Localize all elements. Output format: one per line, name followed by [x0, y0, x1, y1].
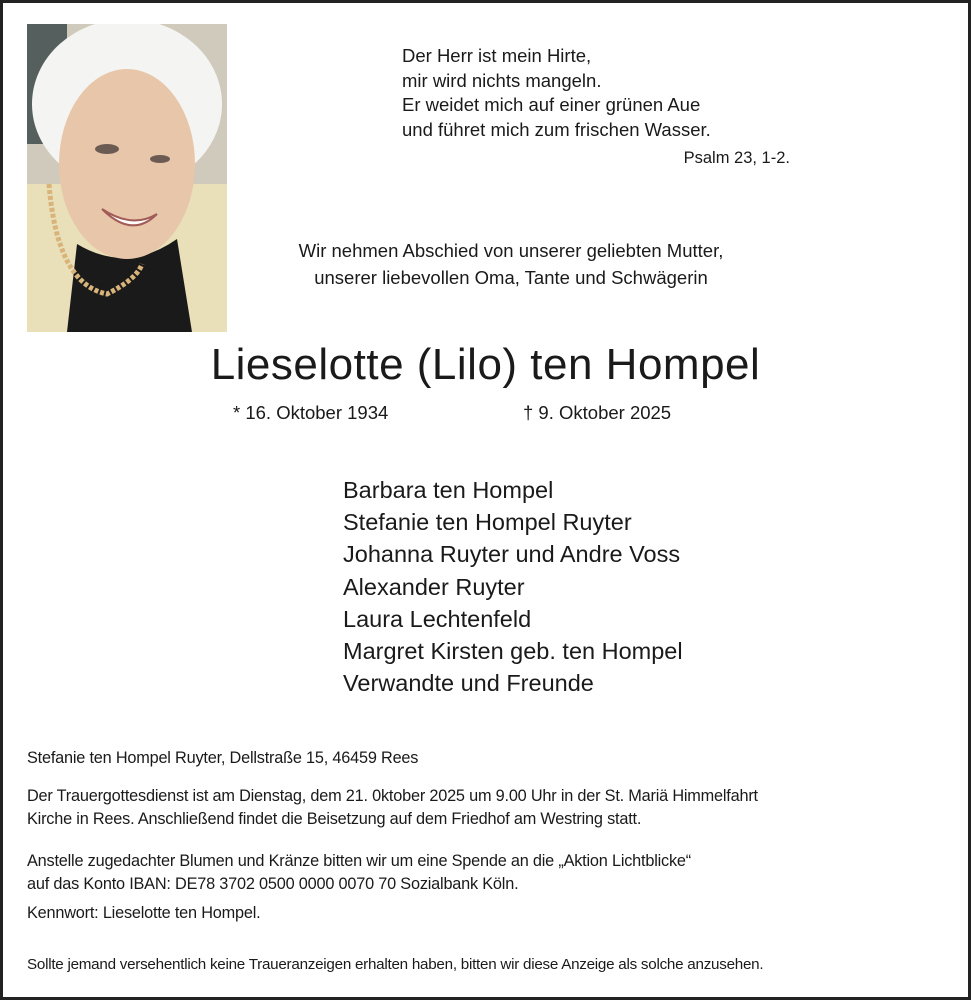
psalm-citation: Psalm 23, 1-2.	[683, 149, 790, 167]
mourner: Alexander Ruyter	[343, 573, 525, 600]
portrait-photo	[27, 24, 227, 332]
mourner: Laura Lechtenfeld	[343, 605, 532, 632]
service-info	[27, 785, 758, 831]
service-line: Der Trauergottesdienst ist am Dienstag, dem 21. 0ktober 2025 um 9.00 Uhr in der St. Mariä Himmelfahrt	[27, 787, 758, 805]
service-line: Kirche in Rees. Anschließend findet die Beisetzung auf dem Friedhof am Westring statt.	[27, 810, 642, 828]
footer-note: Sollte jemand versehentlich keine Traueranzeigen erhalten haben, bitten wir diese Anzeige als solche anzusehen.	[27, 956, 764, 973]
donation-info	[27, 850, 691, 896]
psalm-line: mir wird nichts mangeln.	[402, 69, 602, 91]
donation-keyword: Kennwort: Lieselotte ten Hompel.	[27, 904, 261, 922]
mourner: Margret Kirsten geb. ten Hompel	[343, 638, 683, 665]
contact-address: Stefanie ten Hompel Ruyter, Dellstraße 15, 46459 Rees	[27, 749, 419, 767]
death-date: † 9. Oktober 2025	[523, 402, 672, 423]
mourner: Barbara ten Hompel	[343, 477, 554, 503]
psalm-line: und führet mich zum frischen Wasser.	[402, 118, 711, 140]
psalm-quote	[402, 44, 711, 142]
mourners-list	[343, 474, 683, 699]
mourner: Johanna Ruyter und Andre Voss	[343, 541, 681, 568]
mourner: Verwandte und Freunde	[343, 670, 594, 697]
birth-date: * 16. Oktober 1934	[233, 402, 389, 423]
farewell-text	[200, 237, 822, 291]
psalm-line: Er weidet mich auf einer grünen Aue	[402, 94, 701, 115]
farewell-line: Wir nehmen Abschied von unserer geliebten Mutter,	[298, 240, 724, 261]
donation-line: auf das Konto IBAN: DE78 3702 0500 0000 0070 70 Sozialbank Köln.	[27, 875, 519, 893]
donation-line: Anstelle zugedachter Blumen und Kränze bitten wir um eine Spende an die „Aktion Lichtblicke“	[27, 852, 691, 870]
mourner: Stefanie ten Hompel Ruyter	[343, 509, 632, 536]
deceased-name: Lieselotte (Lilo) ten Hompel	[210, 340, 761, 389]
farewell-line: unserer liebevollen Oma, Tante und Schwägerin	[314, 267, 708, 288]
psalm-line: Der Herr ist mein Hirte,	[402, 45, 592, 66]
